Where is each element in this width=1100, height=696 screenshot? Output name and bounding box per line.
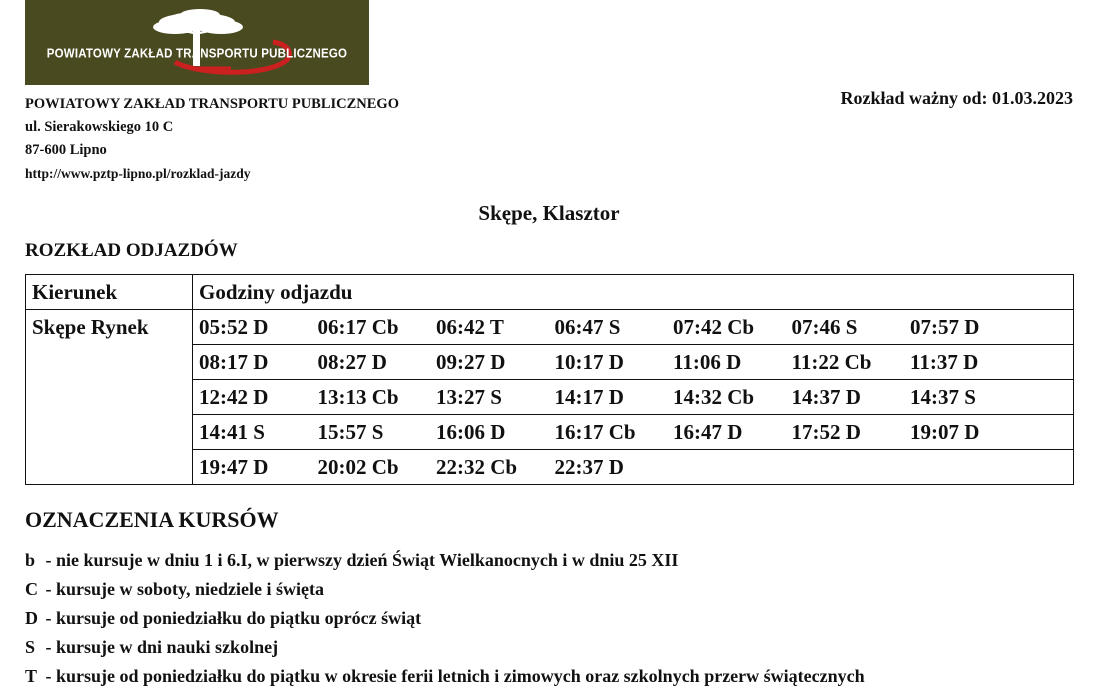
departure-time: 14:41 S [199,419,265,444]
legend-item [25,662,865,691]
departure-time: 11:22 Cb [791,349,872,374]
tree-logo-icon [25,0,369,85]
legend-code: D [25,608,38,628]
departure-time: 13:13 Cb [317,384,399,409]
departure-time: 06:47 S [554,314,621,339]
departure-time: 15:57 S [317,419,384,444]
departure-time: 22:32 Cb [436,454,518,479]
legend-item [25,633,865,662]
times-cell [193,345,1074,380]
departure-time: 16:47 D [673,419,743,444]
departure-time: 07:57 D [910,314,980,339]
departure-time: 14:37 D [791,384,861,409]
departure-time: 05:52 D [199,314,269,339]
departure-time: 07:46 S [791,314,858,339]
departure-time: 19:07 D [910,419,980,444]
times-cell [193,310,1074,345]
legend-title: OZNACZENIA KURSÓW [25,507,279,532]
departure-time: 07:42 Cb [673,314,755,339]
legend-code: C [25,579,38,599]
departure-time: 17:52 D [791,419,861,444]
departure-time: 12:42 D [199,384,269,409]
departure-time: 06:17 Cb [317,314,399,339]
header-direction: Kierunek [26,275,193,310]
departure-time: 11:37 D [910,349,979,374]
section-title: ROZKŁAD ODJAZDÓW [25,240,238,261]
departure-time: 16:06 D [436,419,506,444]
legend-text: - nie kursuje w dniu 1 i 6.I, w pierwszy dzień Świąt Wielkanocnych i w dniu 25 XII [45,550,679,570]
table-header-row [26,275,1074,310]
legend-item [25,575,865,604]
times-cell [193,380,1074,415]
legend-code: b [25,550,36,570]
company-logo [25,0,369,85]
departure-time: 14:37 S [910,384,976,409]
departure-time: 08:27 D [317,349,387,374]
legend-text: - kursuje w soboty, niedziele i święta [45,579,324,599]
direction-cell: Skępe Rynek [26,310,193,485]
company-street: ul. Sierakowskiego 10 C [25,119,174,135]
departure-time: 20:02 Cb [317,454,399,479]
times-cell [193,450,1074,485]
legend-code: T [25,666,38,686]
legend-text: - kursuje od poniedziałku do piątku w okresie ferii letnich i zimowych oraz szkolnych przerw świątecznych [45,666,865,686]
logo-text: POWIATOWY ZAKŁAD TRANSPORTU PUBLICZNEGO [46,47,348,61]
departure-time: 10:17 D [554,349,624,374]
departure-time: 14:17 D [554,384,624,409]
legend-item [25,546,865,575]
stop-name: Skępe, Klasztor [478,201,620,225]
legend-item [25,604,865,633]
timetable [25,274,1074,485]
company-city: 87-600 Lipno [25,142,107,158]
departure-time: 08:17 D [199,349,269,374]
header-times: Godziny odjazdu [193,275,1074,310]
departure-time: 06:42 T [436,314,504,339]
departure-time: 16:17 Cb [554,419,636,444]
departure-time: 19:47 D [199,454,269,479]
departure-time: 11:06 D [673,349,742,374]
valid-from: Rozkład ważny od: 01.03.2023 [840,88,1073,108]
legend [25,546,865,691]
departure-time: 09:27 D [436,349,506,374]
legend-text: - kursuje w dni nauki szkolnej [45,637,279,657]
company-url[interactable]: http://www.pztp-lipno.pl/rozklad-jazdy [25,166,251,181]
company-info [25,93,399,185]
departure-time: 14:32 Cb [673,384,755,409]
departure-time: 13:27 S [436,384,502,409]
company-name: POWIATOWY ZAKŁAD TRANSPORTU PUBLICZNEGO [25,96,399,112]
table-row [26,310,1074,345]
departure-time: 22:37 D [554,454,624,479]
times-cell [193,415,1074,450]
legend-text: - kursuje od poniedziałku do piątku oprócz świąt [45,608,422,628]
legend-code: S [25,637,36,657]
